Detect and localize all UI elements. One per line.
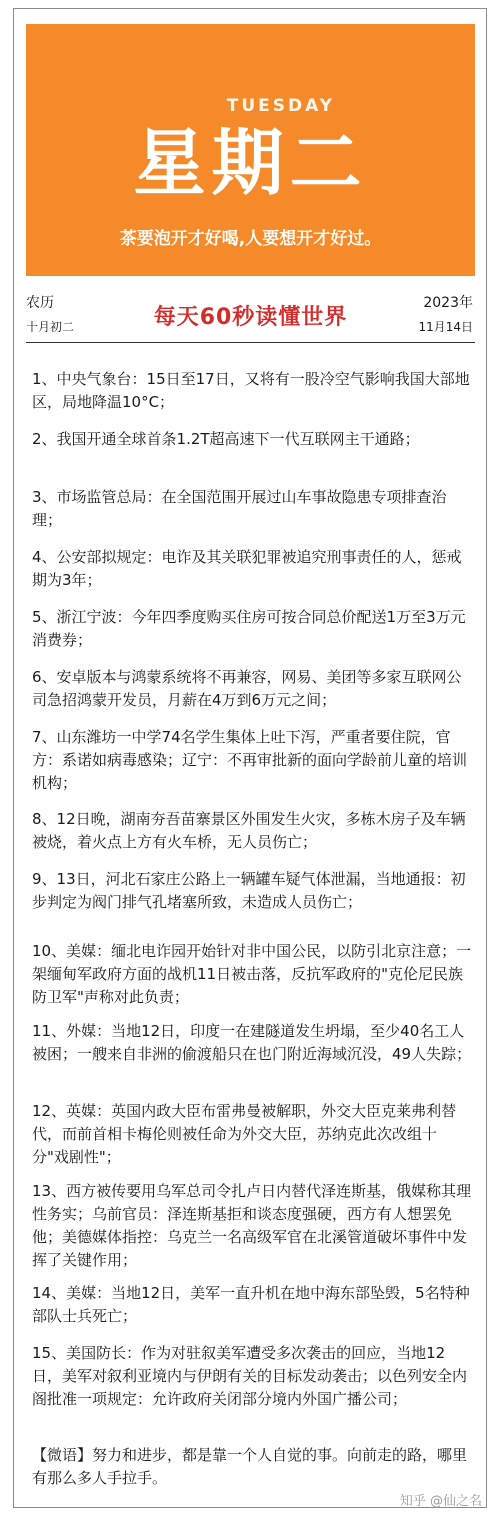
news-item: 10、美媒：缅北电诈园开始针对非中国公民，以防引北京注意；一架缅甸军政府方面的战机11日被击落，反抗军政府的"克伦尼民族防卫军"声称对此负责； — [32, 942, 472, 1006]
news-item: 9、13日，河北石家庄公路上一辆罐车疑气体泄漏，当地通报：初步判定为阀门排气孔堵塞所致，未造成人员伤亡； — [32, 870, 466, 911]
news-item: 12、英媒：英国内政大臣布雷弗曼被解职，外交大臣克莱弗利替代，而前首相卡梅伦则被任命为外交大臣，苏纳克此次改组十分"戏剧性"； — [32, 1102, 457, 1166]
watermark: 知乎 @仙之名 — [399, 1494, 482, 1509]
lunar-date: 十月初二 — [26, 320, 75, 334]
news-item: 15、美国防长：作为对驻叙美军遭受多次袭击的回应，当地12日，美军对叙利亚境内与伊朗有关的目标发动袭击；以色列安全内阁批准一项规定：允许政府关闭部分境内外国广播公司； — [32, 1344, 468, 1408]
news-item: 14、美媒：当地12日，美军一直升机在地中海东部坠毁，5名特种部队士兵死亡； — [32, 1284, 470, 1325]
lunar-label: 农历 — [26, 295, 54, 311]
news-item: 8、12日晚，湖南夯吾苗寨景区外围发生火灾，多栋木房子及车辆被烧，着火点上方有火车桥，无人员伤亡； — [32, 810, 466, 851]
daily-quote: 【微语】努力和进步，都是靠一个人自觉的事。向前走的路，哪里有那么多人手拉手。 — [32, 1446, 468, 1487]
news-item: 3、市场监管总局：在全国范围开展过山车事故隐患专项排查治理； — [32, 488, 447, 529]
news-item: 5、浙江宁波：今年四季度购买住房可按合同总价配送1万至3万元消费券； — [32, 608, 466, 649]
news-item: 2、我国开通全球首条1.2T超高速下一代互联网主干通路； — [32, 430, 420, 448]
news-item: 7、山东潍坊一中学74名学生集体上吐下泻，严重者要住院，官方：系诺如病毒感染；辽宁：不再审批新的面向学龄前儿童的培训机构； — [32, 728, 468, 792]
news-item: 11、外媒：当地12日，印度一在建隧道发生坍塌，至少40名工人被困；一艘来自非洲的偷渡船只在也门附近海域沉没，49人失踪； — [32, 1022, 472, 1063]
weekday-banner — [26, 24, 475, 276]
weekday-english: TUESDAY — [226, 96, 335, 116]
news-item: 1、中央气象台：15日至17日，又将有一股冷空气影响我国大部地区，局地降温10°C； — [32, 370, 470, 411]
news-item: 13、西方被传要用乌军总司令扎卢日内替代泽连斯基，俄媒称其理性务实；乌前官员：泽连斯基拒和谈态度强硬，西方有人想罢免他；美德媒体指控：乌克兰一名高级军官在北溪管道破坏事件中发挥了关键作用； — [32, 1182, 472, 1269]
weekday-chinese: 星期二 — [133, 120, 368, 205]
page-title: 每天60秒读懂世界 — [153, 305, 348, 330]
date-month-day: 11月14日 — [418, 320, 473, 334]
date-year: 2023年 — [423, 295, 473, 311]
banner-slogan: 茶要泡开才好喝,人要想开才好过。 — [119, 229, 382, 249]
news-item: 4、公安部拟规定：电诈及其关联犯罪被追究刑事责任的人，惩戒期为3年； — [32, 548, 462, 589]
news-item: 6、安卓版本与鸿蒙系统将不再兼容，网易、美团等多家互联网公司急招鸿蒙开发员，月薪在4万到6万元之间； — [32, 668, 462, 709]
dateline — [26, 290, 475, 343]
